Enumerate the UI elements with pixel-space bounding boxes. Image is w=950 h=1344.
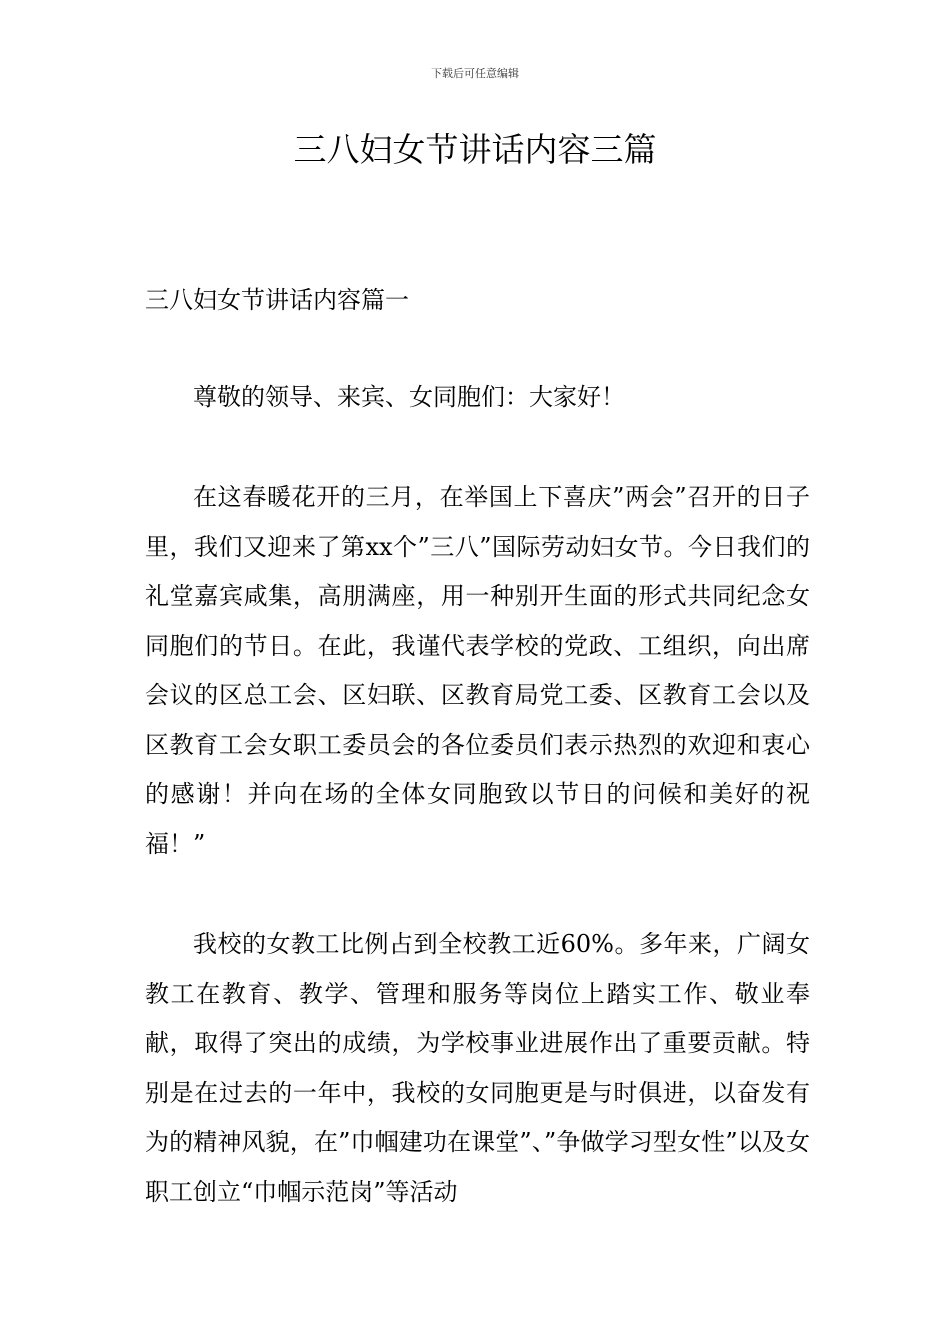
header-note: 下载后可任意编辑 <box>431 67 519 80</box>
body-paragraph: 我校的女教工比例占到全校教工近60%。多年来，广阔女教工在教育、教学、管理和服务等岗位上踏实工作、敬业奉献，取得了突出的成绩，为学校事业进展作出了重要贡献。特别是在过去的一年中，我校的女同胞更是与时俱进，以奋发有为的精神风貌，在”巾帼建功在课堂”、”争做学习型女性”以及女职工创立“巾帼示范岗”等活动 <box>145 930 810 1206</box>
document-title: 三八妇女节讲话内容三篇 <box>293 130 657 169</box>
section-heading: 三八妇女节讲话内容篇一 <box>145 286 409 314</box>
body-paragraph: 在这春暖花开的三月，在举国上下喜庆”两会”召开的日子里，我们又迎来了第xx个”三八”国际劳动妇女节。今日我们的礼堂嘉宾咸集，高朋满座，用一种别开生面的形式共同纪念女同胞们的节日。在此，我谨代表学校的党政、工组织，向出席会议的区总工会、区妇联、区教育局党工委、区教育工会以及区教育工会女职工委员会的各位委员们表示热烈的欢迎和衷心的感谢！并向在场的全体女同胞致以节日的问候和美好的祝福！” <box>145 483 810 858</box>
greeting-paragraph: 尊敬的领导、来宾、女同胞们：大家好！ <box>193 383 625 411</box>
